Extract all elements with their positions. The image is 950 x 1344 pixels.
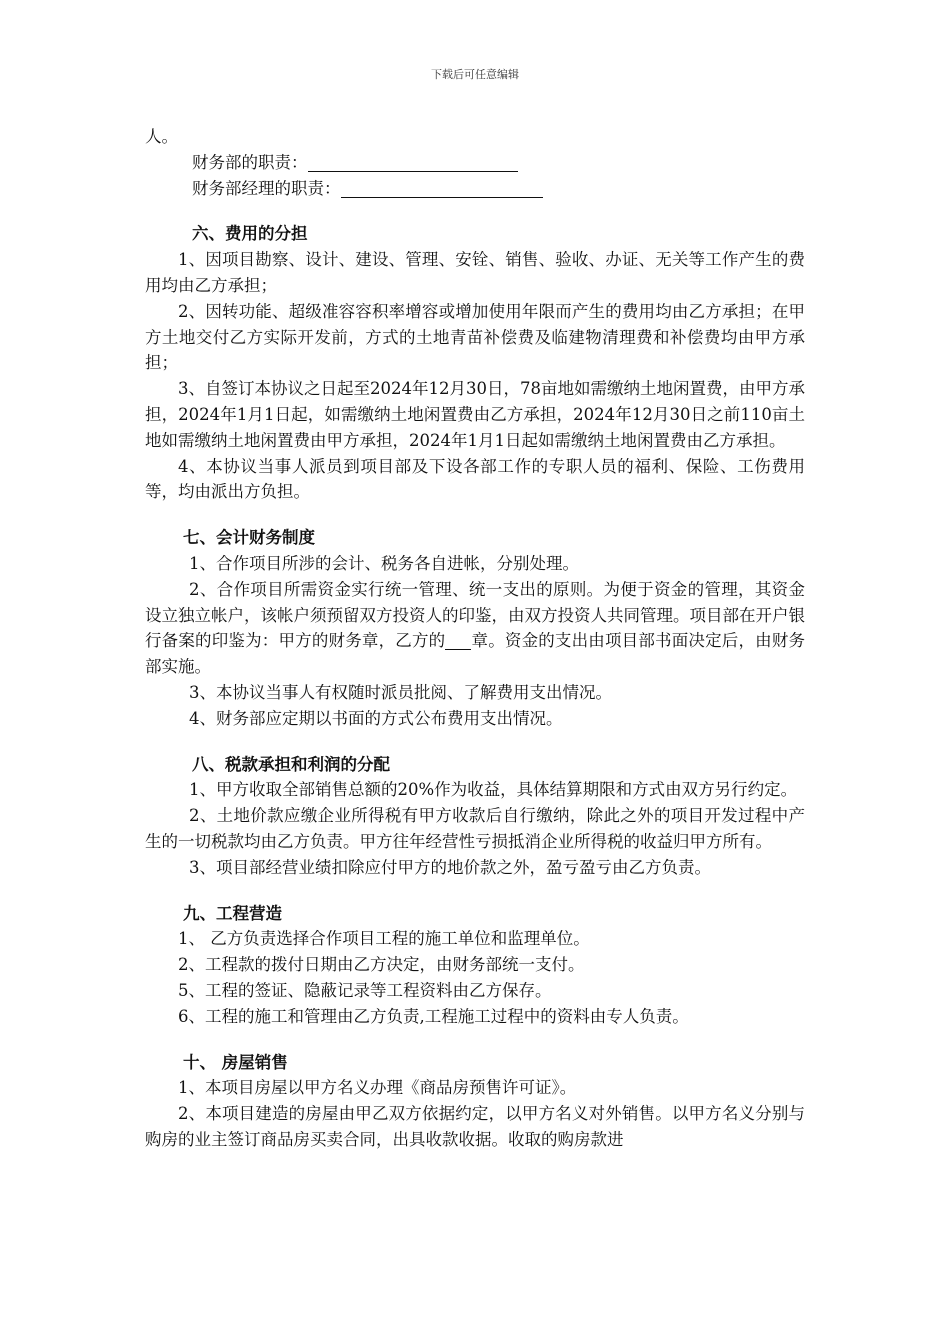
finance-duty-line <box>145 150 805 176</box>
paragraph: 1、合作项目所涉的会计、税务各自进帐，分别处理。 <box>189 553 579 573</box>
paragraph: 2、因转功能、超级准容容积率增容或增加使用年限而产生的费用均由乙方承担；在甲方土地交付乙方实际开发前，方式的土地青苗补偿费及临建物清理费和补偿费均由甲方承担； <box>145 301 805 373</box>
fill-in-blank <box>341 179 543 198</box>
paragraph: 1、 乙方负责选择合作项目工程的施工单位和监理单位。 <box>178 929 590 949</box>
section-title: 八、税款承担和利润的分配 <box>192 754 390 774</box>
finance-manager-duty-label: 财务部经理的职责： <box>192 178 341 198</box>
finance-manager-duty-line <box>145 176 805 202</box>
paragraph: 2、本项目建造的房屋由甲乙双方依据约定，以甲方名义对外销售。以甲方名义分别与购房的业主签订商品房买卖合同，出具收款收据。收取的购房款进 <box>145 1104 805 1149</box>
paragraph: 人。 <box>145 127 178 146</box>
paragraph: 3、本协议当事人有权随时派员批阅、了解费用支出情况。 <box>189 682 612 702</box>
finance-duty-label: 财务部的职责： <box>192 152 308 172</box>
paragraph: 4、财务部应定期以书面的方式公布费用支出情况。 <box>189 708 563 728</box>
section-title: 六、费用的分担 <box>192 224 308 244</box>
section-title: 九、工程营造 <box>183 903 282 923</box>
document-body <box>145 124 805 1153</box>
paragraph: 2、工程款的拨付日期由乙方决定，由财务部统一支付。 <box>178 955 585 975</box>
paragraph: 4、本协议当事人派员到项目部及下设各部工作的专职人员的福利、保险、工伤费用等，均由派出方负担。 <box>145 456 805 502</box>
paragraph: 6、工程的施工和管理由乙方负责,工程施工过程中的资料由专人负责。 <box>178 1006 689 1026</box>
paragraph: 1、甲方收取全部销售总额的20%作为收益，具体结算期限和方式由双方另行约定。 <box>189 780 798 800</box>
paragraph: 2、土地价款应缴企业所得税有甲方收款后自行缴纳，除此之外的项目开发过程中产生的一切税款均由乙方负责。甲方往年经营性亏损抵消企业所得税的收益归甲方所有。 <box>145 806 805 851</box>
paragraph-text: 章。资金的支出由项目部书面决定后，由财务部实施。 <box>145 631 806 677</box>
paragraph-text: 2、合作项目所需资金实行统一管理、统一支出的原则。为便于资金的管理，其资金设立独立帐户，该帐户须预留双方投资人的印鉴，由双方投资人共同管理。项目部在开户银行备案的印鉴为：甲方的财务章，乙方的 <box>145 579 805 651</box>
section-title: 十、 房屋销售 <box>183 1052 288 1072</box>
paragraph: 3、项目部经营业绩扣除应付甲方的地价款之外，盈亏盈亏由乙方负责。 <box>189 857 711 877</box>
paragraph: 5、工程的签证、隐蔽记录等工程资料由乙方保存。 <box>178 980 552 1000</box>
fill-in-blank <box>445 631 471 650</box>
section-title: 七、会计财务制度 <box>183 528 315 548</box>
fill-in-blank <box>308 153 518 172</box>
paragraph <box>145 577 805 680</box>
paragraph: 3、自签订本协议之日起至2024年12月30日，78亩地如需缴纳土地闲置费，由甲方承担，2024年1月1日起，如需缴纳土地闲置费由乙方承担，2024年12月30日之前110亩土地如需缴纳土地闲置费由甲方承担，2024年1月1日起如需缴纳土地闲置费由乙方承担。 <box>145 379 805 450</box>
paragraph: 1、因项目勘察、设计、建设、管理、安铨、销售、验收、办证、无关等工作产生的费用均由乙方承担； <box>145 250 805 295</box>
page-header: 下载后可任意编辑 <box>431 68 519 81</box>
paragraph: 1、本项目房屋以甲方名义办理《商品房预售许可证》。 <box>178 1078 577 1098</box>
